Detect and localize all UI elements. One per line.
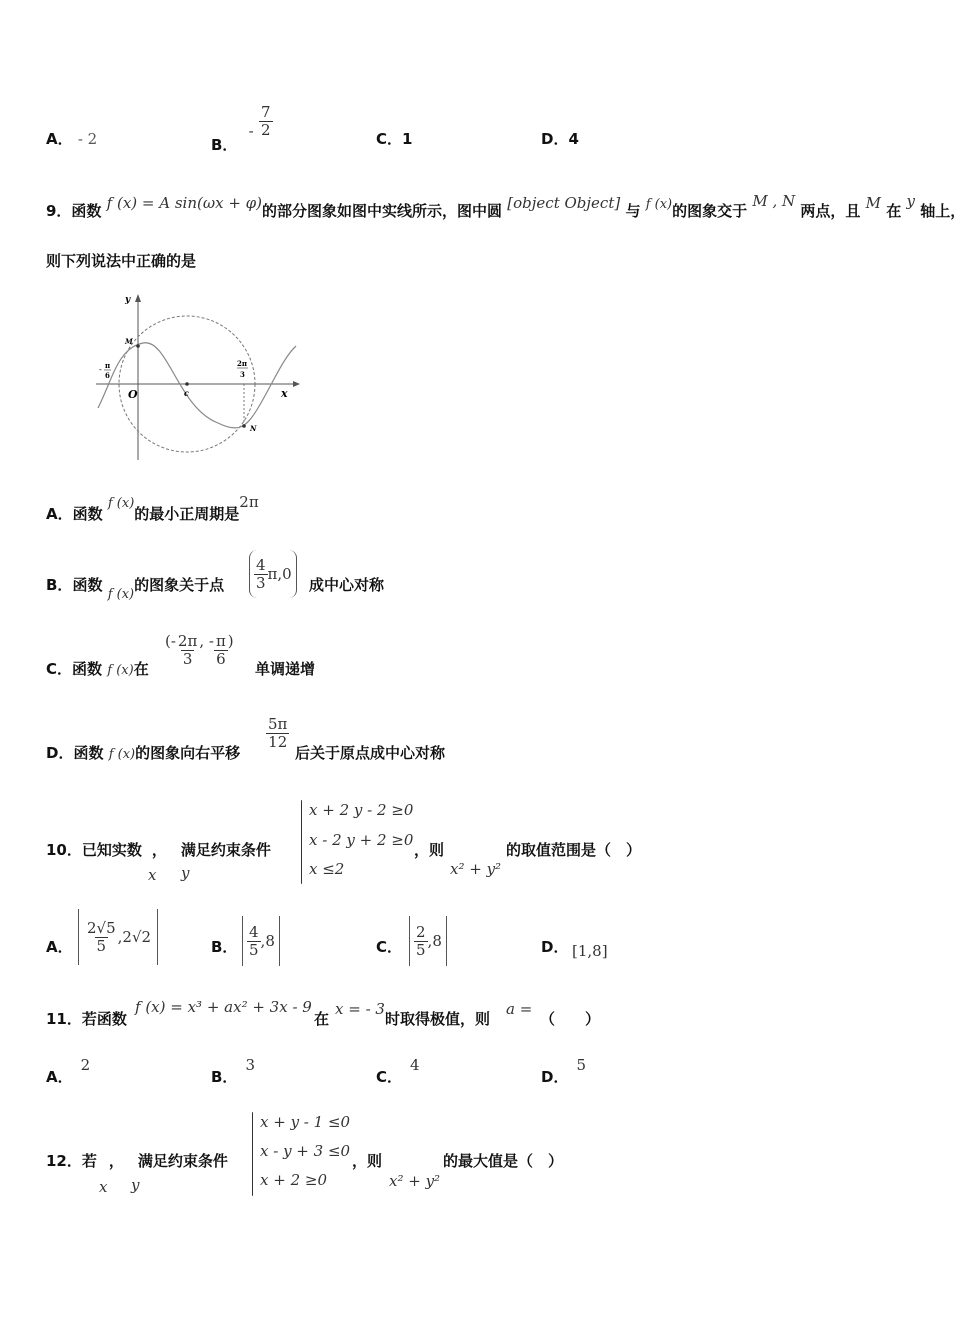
q9-stem-line1: 9．函数 f (x) = A sin(ωx + φ)的部分图象如图中实线所示，图中圆 [object Object] 与 f (x)的图象交于 M , N 两点，且 M 在 y 轴上，: [46, 192, 965, 220]
graph-2pi3-num: 2π: [237, 359, 247, 368]
q10-expression: x² + y²: [450, 860, 502, 878]
sine-curve: [98, 343, 296, 428]
q12-stem: 12．若 ， 满足约束条件: [46, 1152, 228, 1170]
x-axis-arrow: [293, 381, 300, 387]
q10-then: ，则: [414, 841, 445, 859]
graph-neg-pi6-num: π: [105, 361, 111, 370]
q9-option-d-fraction: $\frac{5\pi}{12}$: [268, 715, 288, 751]
q8-option-c: C．1: [376, 130, 413, 148]
q11-function: f (x) = x³ + ax² + 3x - 9: [135, 998, 312, 1016]
q10-var-x: x: [148, 866, 157, 884]
q9-function: f (x) = A sin(ωx + φ): [106, 194, 263, 212]
q11-at: 在: [314, 1010, 330, 1028]
q10-stem: 10．已知实数 ， 满足约束条件: [46, 841, 271, 859]
q12-tail: 的最大值是（ ）: [443, 1152, 564, 1170]
q11-text: 时取得极值，则: [385, 1010, 491, 1028]
graph-c-label: c: [184, 388, 189, 398]
q10-brace: [301, 800, 302, 884]
q8-option-a: A． - 2: [46, 130, 98, 148]
q11-a-eq: a =: [506, 1000, 533, 1018]
q11-option-c: C．4: [376, 1056, 420, 1086]
q10-constraint-1: x + 2 y - 2 ≥0: [309, 801, 414, 819]
q9-option-b: B．函数 f (x)的图象关于点: [46, 576, 225, 602]
q11-condition: x = - 3: [335, 1000, 385, 1018]
q12-brace: [252, 1112, 253, 1196]
graph-x-label: x: [281, 387, 288, 400]
graph-neg-sign: -: [99, 365, 102, 374]
q8-option-a-value: - 2: [77, 130, 98, 148]
q12-var-x: x: [99, 1178, 108, 1196]
q8-option-d: D．4: [541, 130, 579, 148]
q10-option-b-interval: $\frac{4}{5}$ ,8: [242, 916, 280, 966]
point-c: [185, 382, 189, 386]
q12-constraint-1: x + y - 1 ≤0: [260, 1113, 351, 1131]
q9-option-c-tail: 单调递增: [255, 660, 316, 678]
q10-tail: 的取值范围是（ ）: [506, 841, 642, 859]
graph-2pi3-den: 3: [240, 370, 245, 379]
q11-tail: （ ）: [540, 1010, 601, 1028]
q9-option-b-point: $\frac{4}{3}$ π,0: [249, 550, 297, 598]
graph-m-label: M: [125, 337, 133, 346]
q10-option-d-interval: [1,8]: [572, 942, 608, 960]
q9-stem-line2: 则下列说法中正确的是: [46, 252, 197, 270]
q10-constraint-2: x - 2 y + 2 ≥0: [309, 831, 414, 849]
point-n: [242, 424, 246, 428]
q9-option-c-interval: (- $\frac{2\pi}{3}$ , - $\frac{\pi}{6}$ ): [165, 632, 234, 668]
q10-var-y: y: [181, 864, 190, 882]
q11-option-b: B．3: [211, 1056, 255, 1086]
y-axis-arrow: [135, 294, 141, 302]
q9-option-d-tail: 后关于原点成中心对称: [295, 744, 446, 762]
q12-constraint-3: x + 2 ≥0: [260, 1171, 327, 1189]
q12-then: ，则: [352, 1152, 383, 1170]
q10-option-c-label: C．: [376, 938, 403, 956]
q8-option-b: B． - $\frac{7}{2}$: [211, 103, 271, 154]
graph-origin-label: O: [128, 388, 138, 401]
q9-option-c: C．函数 f (x)在: [46, 660, 149, 678]
graph-neg-pi6-den: 6: [105, 371, 110, 380]
graph-y-label: y: [125, 295, 131, 305]
q12-expression: x² + y²: [389, 1172, 441, 1190]
q10-option-a-label: A．: [46, 938, 73, 956]
q10-option-c-interval: $\frac{2}{5}$ ,8: [409, 916, 447, 966]
q11-stem: 11．若函数: [46, 1010, 127, 1028]
q9-option-b-tail: 成中心对称: [309, 576, 385, 594]
q12-var-y: y: [131, 1176, 140, 1194]
q12-constraint-2: x - y + 3 ≤0: [260, 1142, 351, 1160]
q11-option-a: A．2: [46, 1056, 91, 1086]
q10-option-b-label: B．: [211, 938, 238, 956]
point-m: [136, 344, 140, 348]
q9-option-d: D．函数 f (x)的图象向右平移: [46, 744, 241, 762]
q9-option-a: A．函数 f (x)的最小正周期是2π: [46, 493, 259, 523]
q9-graph: [88, 288, 303, 463]
q10-option-d-label: D．: [541, 938, 569, 956]
graph-n-label: N: [250, 424, 257, 433]
q11-option-d: D．5: [541, 1056, 586, 1086]
q10-constraint-3: x ≤2: [309, 860, 345, 878]
q10-option-a-interval: $\frac{2√5}{5}$ ,2√2: [78, 909, 158, 965]
